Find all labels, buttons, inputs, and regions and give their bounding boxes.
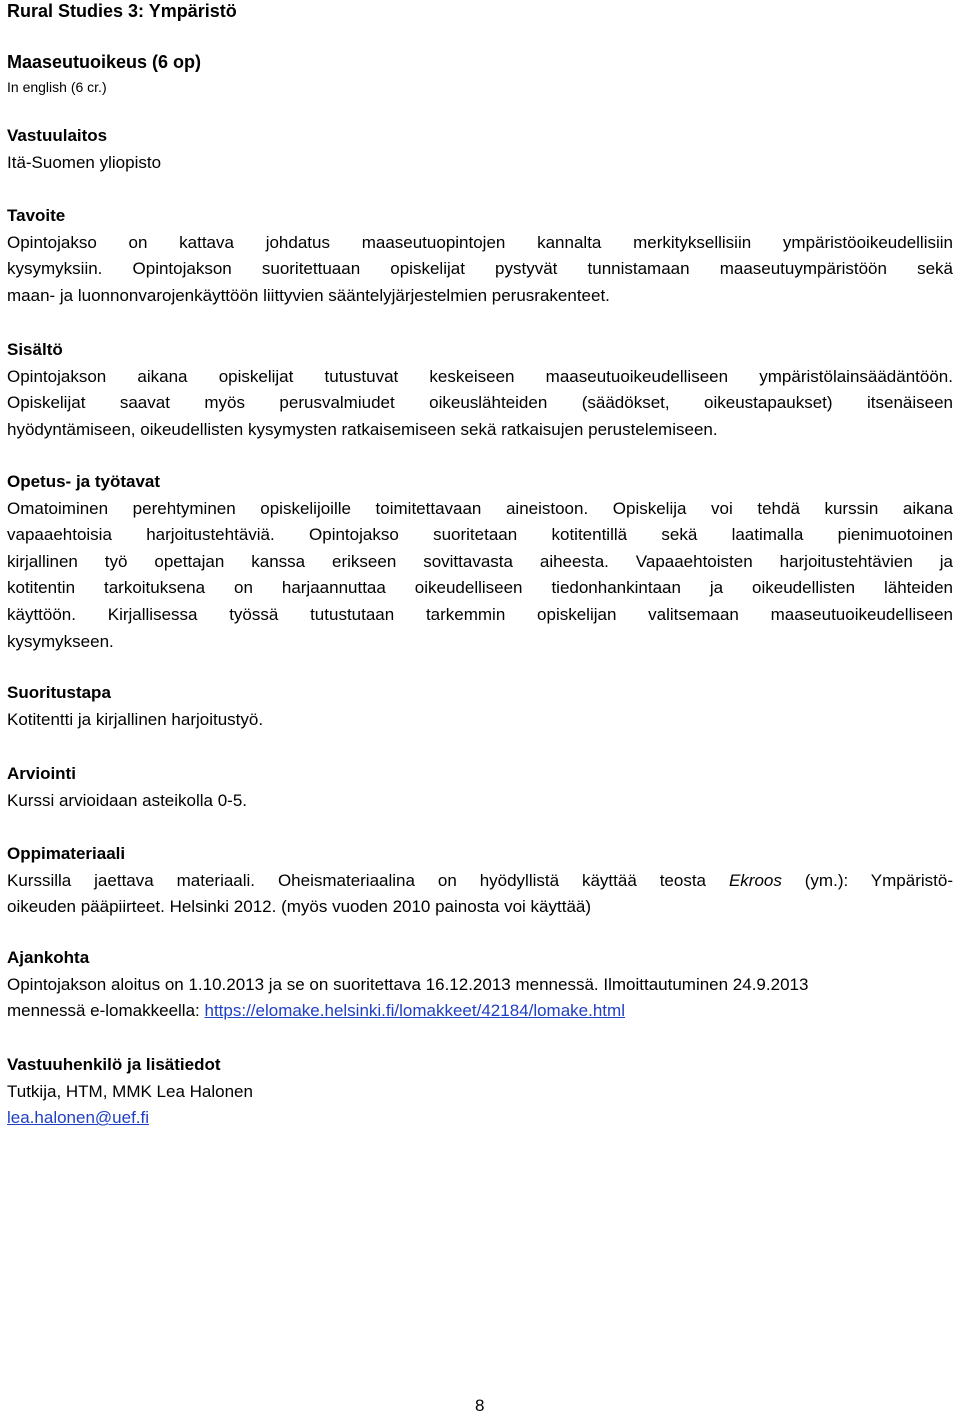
- contact-email-link[interactable]: lea.halonen@uef.fi: [7, 1108, 150, 1128]
- section-heading: Vastuulaitos: [7, 126, 108, 145]
- section-content: [7, 337, 953, 443]
- section-line: [7, 868, 953, 895]
- section-heading: Vastuuhenkilö ja lisätiedot: [7, 1055, 221, 1074]
- section-line: vapaaehtoisia harjoitustehtäviä. Opintojakso suoritetaan kotitentillä sekä laatimalla pienimuotoinen: [7, 525, 953, 545]
- section-line: kysymykseen.: [7, 631, 114, 651]
- section-responsible: [7, 123, 953, 176]
- section-teaching: [7, 469, 953, 655]
- section-line: maan- ja luonnonvarojenkäyttöön liittyvien sääntelyjärjestelmien perusrakenteet.: [7, 285, 610, 305]
- section-line: Opintojakson aloitus on 1.10.2013 ja se on suoritettava 16.12.2013 mennessä. Ilmoittautuminen 24.9.2013: [7, 974, 809, 994]
- section-assessment: [7, 761, 953, 814]
- section-completion: [7, 680, 953, 733]
- registration-form-link[interactable]: https://elomake.helsinki.fi/lomakkeet/42184/lomake.html: [204, 1001, 625, 1021]
- section-line: hyödyntämiseen, oikeudellisten kysymysten ratkaisemiseen sekä ratkaisujen perustelemiseen.: [7, 419, 718, 439]
- section-line: Opiskelijat saavat myös perusvalmiudet oikeuslähteiden (säädökset, oikeustapaukset) itsenäiseen: [7, 393, 953, 413]
- schedule-line-prefix: mennessä e-lomakkeella:: [7, 1001, 205, 1021]
- section-heading: Arviointi: [7, 764, 76, 783]
- section-heading: Ajankohta: [7, 948, 90, 967]
- section-materials: [7, 841, 953, 921]
- section-text: Itä-Suomen yliopisto: [7, 152, 162, 172]
- section-heading: Opetus- ja työtavat: [7, 472, 161, 491]
- section-heading: Tavoite: [7, 206, 66, 225]
- section-line: kysymyksiin. Opintojakson suoritettuaan opiskelijat pystyvät tunnistamaan maaseutuympäristöön sekä: [7, 259, 953, 279]
- section-line: käyttöön. Kirjallisessa työssä tutustutaan tarkemmin opiskelijan valitsemaan maaseutuoikeudelliseen: [7, 604, 953, 624]
- section-text: Tutkija, HTM, MMK Lea Halonen: [7, 1081, 253, 1101]
- section-text: Kotitentti ja kirjallinen harjoitustyö.: [7, 709, 264, 729]
- section-goal: [7, 203, 953, 309]
- materials-text-after: (ym.): Ympäristö-: [781, 870, 953, 890]
- materials-author-italic: Ekroos: [728, 870, 782, 890]
- materials-text-before: Kurssilla jaettava materiaali. Oheismateriaalina on hyödyllistä käyttää teosta: [7, 870, 729, 890]
- section-line: kirjallinen työ opettajan kanssa erikseen sovittavasta aiheesta. Vapaaehtoisten harjoitustehtävien ja: [7, 551, 953, 571]
- section-line: oikeuden pääpiirteet. Helsinki 2012. (myös vuoden 2010 painosta voi käyttää): [7, 897, 592, 917]
- section-heading: Oppimateriaali: [7, 844, 126, 863]
- section-heading: Suoritustapa: [7, 683, 111, 702]
- page-number: 8: [475, 1396, 485, 1415]
- section-contact: [7, 1052, 953, 1132]
- course-english-title: In english (6 cr.): [7, 79, 107, 95]
- section-heading: Sisältö: [7, 340, 63, 359]
- document-title: Rural Studies 3: Ympäristö: [7, 1, 237, 21]
- section-schedule: [7, 945, 953, 1025]
- section-text: Kurssi arvioidaan asteikolla 0-5.: [7, 790, 248, 810]
- section-line: kotitentin tarkoituksena on harjaannuttaa oikeudelliseen tiedonhankintaan ja oikeudellisten lähteiden: [7, 578, 953, 598]
- section-line: Opintojakson aikana opiskelijat tutustuvat keskeiseen maaseutuoikeudelliseen ympäristölainsäädäntöön.: [7, 366, 953, 386]
- course-title: Maaseutuoikeus (6 op): [7, 52, 202, 72]
- section-line: [7, 1105, 953, 1132]
- section-line: Omatoiminen perehtyminen opiskelijoille toimitettavaan aineistoon. Opiskelija voi tehdä kurssin aikana: [7, 498, 953, 518]
- section-line: [7, 998, 953, 1025]
- section-line: Opintojakso on kattava johdatus maaseutuopintojen kannalta merkityksellisiin ympäristöoikeudellisiin: [7, 232, 953, 252]
